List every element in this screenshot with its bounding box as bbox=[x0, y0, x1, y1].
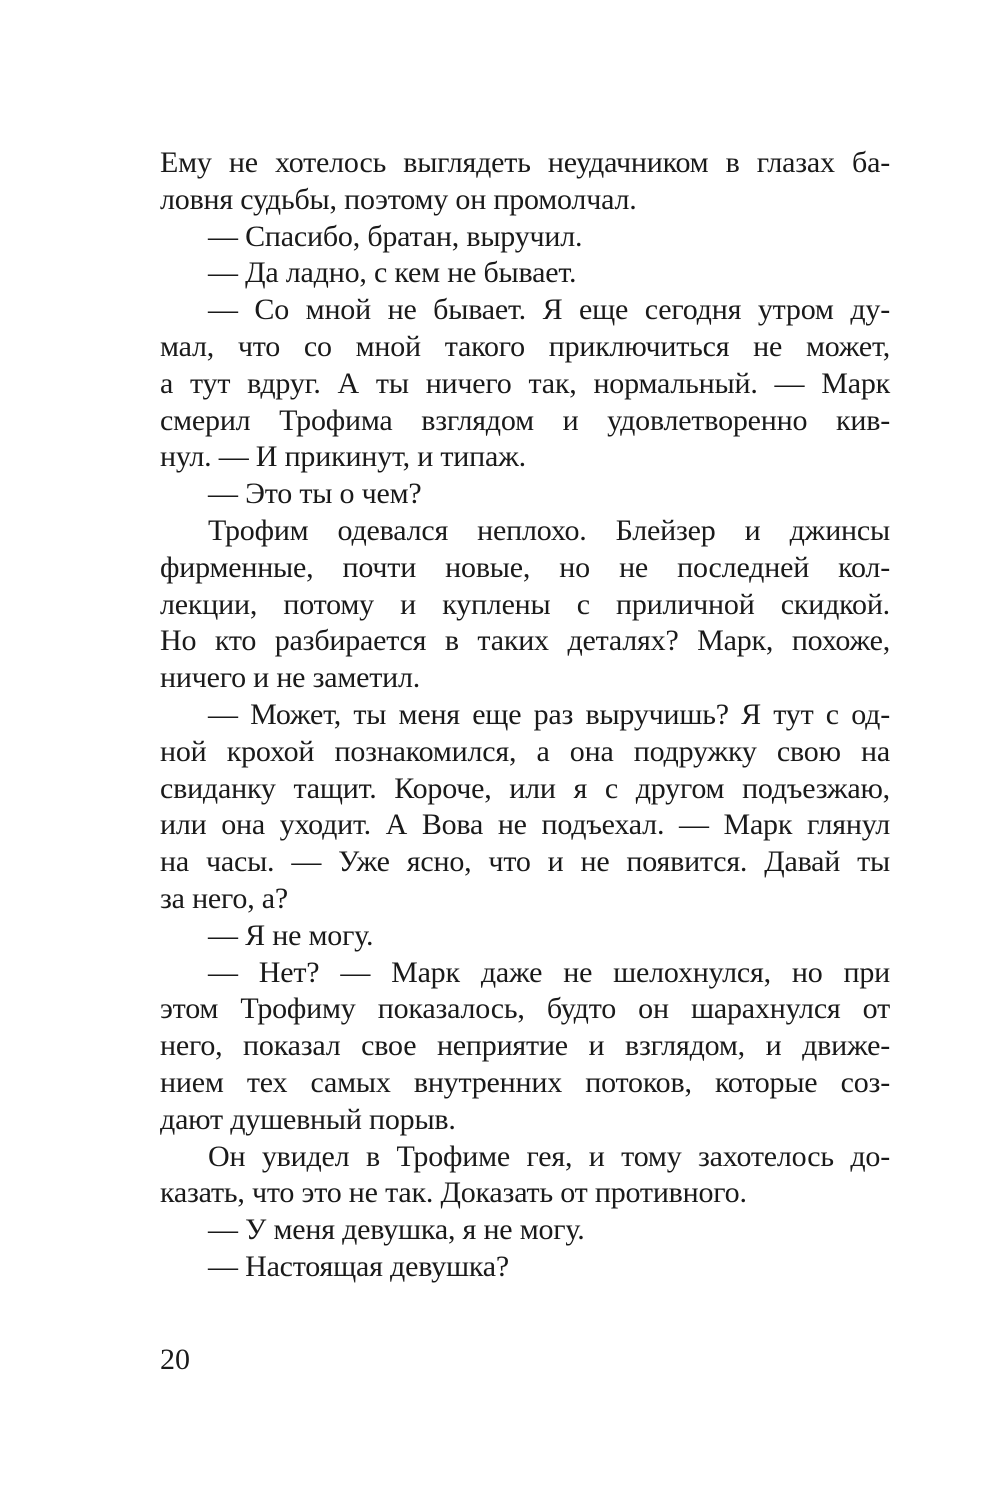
dialogue-line: — Нет? — Марк даже не шелохнулся, но при bbox=[208, 955, 890, 989]
dialogue-line: — Это ты о чем? bbox=[208, 477, 422, 511]
text-line: казать, что это не так. Доказать от противного. bbox=[160, 1176, 747, 1210]
text-line: смерил Трофима взглядом и удовлетворенно кив- bbox=[160, 403, 890, 437]
text-line: свиданку тащит. Короче, или я с другом подъезжаю, bbox=[160, 771, 890, 805]
dialogue-line: — Может, ты меня еще раз выручишь? Я тут с од- bbox=[208, 697, 890, 731]
text-line: ной крохой познакомился, а она подружку свою на bbox=[160, 734, 890, 768]
text-line: этом Трофиму показалось, будто он шарахнулся от bbox=[160, 992, 890, 1026]
text-line: мал, что со мной такого приключиться не может, bbox=[160, 329, 890, 363]
paragraph-start: Он увидел в Трофиме гея, и тому захотелось до- bbox=[208, 1139, 890, 1173]
text-line: а тут вдруг. А ты ничего так, нормальный. — Марк bbox=[160, 366, 890, 400]
dialogue-line: — Со мной не бывает. Я еще сегодня утром ду- bbox=[208, 293, 890, 327]
text-line: за него, а? bbox=[160, 881, 289, 915]
text-line: дают душевный порыв. bbox=[160, 1102, 456, 1136]
page-number: 20 bbox=[160, 1343, 190, 1376]
body-text bbox=[160, 145, 890, 1286]
text-line: него, показал свое неприятие и взглядом, и движе- bbox=[160, 1029, 890, 1063]
text-line: Но кто разбирается в таких деталях? Марк, похоже, bbox=[160, 624, 890, 658]
dialogue-line: — Спасибо, братан, выручил. bbox=[208, 219, 583, 253]
text-line: на часы. — Уже ясно, что и не появится. Давай ты bbox=[160, 845, 890, 879]
text-line: фирменные, почти новые, но не последней кол- bbox=[160, 550, 890, 584]
dialogue-line: — Я не могу. bbox=[208, 918, 374, 952]
text-line: лекции, потому и куплены с приличной скидкой. bbox=[160, 587, 890, 621]
text-line: ничего и не заметил. bbox=[160, 661, 421, 695]
text-line: нул. — И прикинут, и типаж. bbox=[160, 440, 526, 474]
paragraph-start: Трофим одевался неплохо. Блейзер и джинсы bbox=[208, 513, 890, 547]
text-line: нием тех самых внутренних потоков, которые соз- bbox=[160, 1065, 890, 1099]
dialogue-line: — У меня девушка, я не могу. bbox=[208, 1213, 585, 1247]
dialogue-line: — Настоящая девушка? bbox=[208, 1249, 510, 1283]
dialogue-line: — Да ладно, с кем не бывает. bbox=[208, 256, 577, 290]
text-line: Ему не хотелось выглядеть неудачником в глазах ба- bbox=[160, 146, 890, 179]
text-line: ловня судьбы, поэтому он промолчал. bbox=[160, 182, 637, 216]
text-line: или она уходит. А Вова не подъехал. — Марк глянул bbox=[160, 808, 890, 842]
